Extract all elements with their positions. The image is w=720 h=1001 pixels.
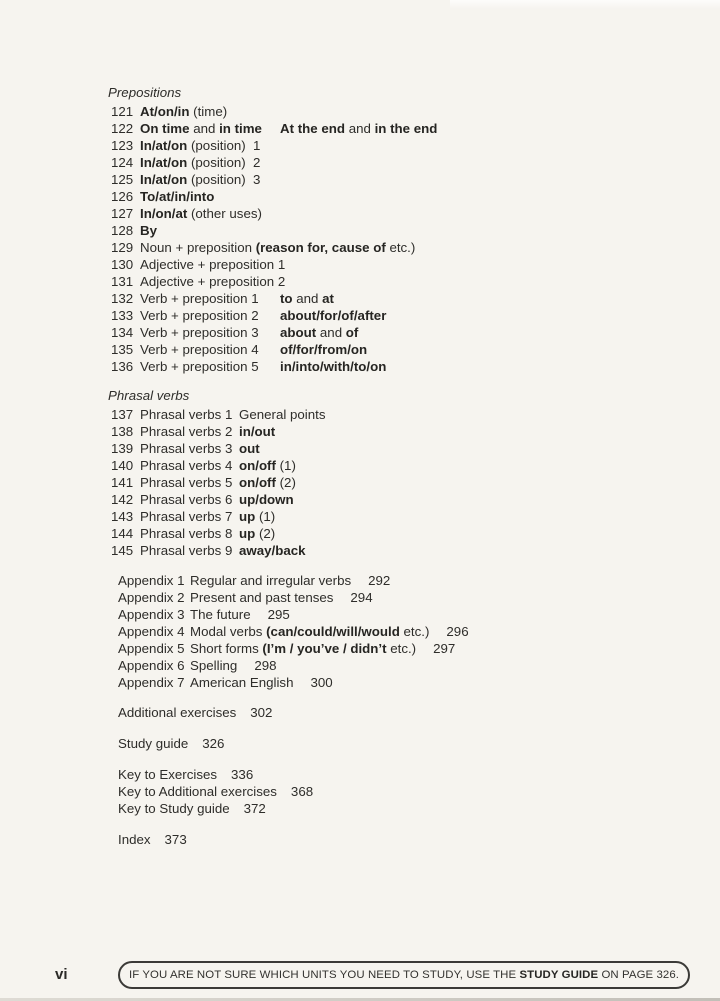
appendix-row [118, 657, 668, 674]
unit-number: 130 [111, 257, 134, 272]
text-segment: (1) [255, 509, 276, 524]
text-segment: Verb + preposition 2 [140, 308, 259, 323]
toc-unit-row [108, 457, 668, 474]
text-segment: ON PAGE 326. [598, 969, 680, 981]
unit-subtitle [280, 341, 367, 358]
unit-number: 128 [111, 223, 134, 238]
unit-title [140, 273, 285, 290]
text-segment: Phrasal verbs 4 [140, 458, 233, 473]
unit-number: 134 [111, 325, 134, 340]
unit-title [140, 457, 239, 474]
appendix-page-number: 300 [310, 675, 333, 690]
unit-number: 136 [111, 359, 134, 374]
unit-number: 143 [111, 509, 134, 524]
appendix-label: Appendix 7 [118, 675, 185, 690]
unit-title [140, 406, 239, 423]
back-matter-group [108, 766, 668, 817]
page-number: vi [55, 966, 68, 983]
bold-text-segment: in time [219, 121, 262, 136]
back-matter-page-number: 302 [250, 705, 273, 720]
appendix-row [118, 572, 668, 589]
text-segment: and [189, 121, 220, 136]
unit-title [140, 290, 280, 307]
text-segment: Regular and irregular verbs [190, 573, 352, 588]
scan-top-edge [450, 0, 720, 9]
bold-text-segment: up [239, 509, 256, 524]
bold-text-segment: (reason for, cause of [255, 240, 386, 255]
toc-unit-row [108, 273, 668, 290]
toc-unit-row [108, 137, 668, 154]
toc-unit-row [108, 491, 668, 508]
appendix-title [190, 589, 333, 606]
appendix-title [190, 674, 293, 691]
toc-unit-row [108, 423, 668, 440]
appendix-title [190, 640, 416, 657]
bold-text-segment: of/for/from/on [280, 342, 368, 357]
toc-unit-row [108, 508, 668, 525]
table-of-contents [108, 84, 668, 848]
text-segment: Verb + preposition 5 [140, 359, 259, 374]
unit-number: 138 [111, 424, 134, 439]
back-matter-row [118, 783, 668, 800]
back-matter-title: Study guide [118, 736, 189, 751]
toc-unit-row [108, 542, 668, 559]
toc-section-prepositions [108, 84, 668, 375]
toc-unit-row [108, 290, 668, 307]
unit-number: 126 [111, 189, 134, 204]
text-segment: IF YOU ARE NOT SURE WHICH UNITS YOU NEED TO STUDY, USE THE [128, 969, 520, 981]
toc-unit-row [108, 256, 668, 273]
back-matter-row [118, 800, 668, 817]
bold-text-segment: In/on/at [140, 206, 188, 221]
text-segment: (position) 3 [187, 172, 261, 187]
unit-subtitle [280, 307, 386, 324]
text-segment: (other uses) [187, 206, 262, 221]
unit-title [140, 474, 239, 491]
bold-text-segment: about/for/of/after [280, 308, 387, 323]
unit-title [140, 171, 280, 188]
back-matter-page-number: 368 [290, 784, 314, 799]
toc-unit-row [108, 222, 668, 239]
appendix-page-number: 292 [368, 573, 391, 588]
appendix-label: Appendix 6 [118, 658, 185, 673]
appendix-row [118, 606, 668, 623]
back-matter-title: Key to Additional exercises [118, 784, 277, 799]
toc-unit-row [108, 406, 668, 423]
unit-title [140, 341, 280, 358]
unit-title [140, 358, 280, 375]
bold-text-segment: In/at/on [140, 155, 188, 170]
text-segment: Present and past tenses [190, 590, 334, 605]
back-matter-title: Index [118, 832, 151, 847]
back-matter-group [108, 831, 668, 848]
text-segment: Verb + preposition 4 [140, 342, 259, 357]
toc-unit-row [108, 171, 668, 188]
unit-title [140, 188, 280, 205]
bold-text-segment: (can/could/will/would [266, 624, 400, 639]
appendix-row [118, 623, 668, 640]
unit-title [140, 542, 239, 559]
bold-text-segment: By [140, 223, 157, 238]
back-matter-page-number: 326 [202, 736, 225, 751]
appendix-label: Appendix 1 [118, 573, 185, 588]
text-segment: Phrasal verbs 1 [140, 407, 233, 422]
text-segment: etc.) [399, 624, 430, 639]
text-segment: The future [190, 607, 251, 622]
bold-text-segment: At the end [280, 121, 346, 136]
unit-number: 137 [111, 407, 134, 422]
unit-title [140, 256, 285, 273]
appendix-label: Appendix 5 [118, 641, 185, 656]
unit-number: 132 [111, 291, 134, 306]
bold-text-segment: In/at/on [140, 138, 188, 153]
toc-unit-row [108, 103, 668, 120]
unit-number: 133 [111, 308, 134, 323]
bold-text-segment: up/down [239, 492, 294, 507]
text-segment: Spelling [190, 658, 238, 673]
appendix-page-number: 295 [267, 607, 290, 622]
appendix-page-number: 297 [433, 641, 456, 656]
back-matter-title: Key to Study guide [118, 801, 230, 816]
unit-title [140, 324, 280, 341]
unit-number: 125 [111, 172, 134, 187]
toc-unit-row [108, 440, 668, 457]
toc-unit-row [108, 307, 668, 324]
unit-title [140, 137, 280, 154]
unit-number: 144 [111, 526, 134, 541]
text-segment: Modal verbs [190, 624, 267, 639]
toc-unit-row [108, 154, 668, 171]
toc-unit-row [108, 205, 668, 222]
text-segment: (2) [255, 526, 276, 541]
back-matter-row [118, 735, 668, 752]
back-matter-row [118, 766, 668, 783]
unit-number: 131 [111, 274, 134, 289]
bold-text-segment: To/at/in/into [140, 189, 215, 204]
text-segment: Adjective + preposition 1 [140, 257, 286, 272]
toc-unit-row [108, 341, 668, 358]
text-segment: (position) 1 [187, 138, 261, 153]
back-matter-page-number: 373 [164, 832, 187, 847]
appendix-title [190, 623, 429, 640]
unit-subtitle [280, 324, 358, 341]
bold-text-segment: to [280, 291, 293, 306]
text-segment: Phrasal verbs 3 [140, 441, 233, 456]
unit-title [140, 222, 280, 239]
back-matter-page-number: 336 [231, 767, 254, 782]
text-segment: Short forms [190, 641, 263, 656]
appendices-block [108, 572, 668, 691]
bold-text-segment: On time [140, 121, 190, 136]
unit-subtitle [280, 120, 437, 137]
text-segment: (2) [275, 475, 296, 490]
study-guide-note-box [118, 961, 690, 989]
bold-text-segment: (I’m / you’ve / didn’t [262, 641, 387, 656]
unit-title [140, 103, 280, 120]
unit-number: 123 [111, 138, 134, 153]
unit-subtitle [280, 290, 334, 307]
unit-title [140, 508, 239, 525]
bold-text-segment: out [239, 441, 260, 456]
toc-section-phrasal-verbs [108, 387, 668, 559]
unit-number: 135 [111, 342, 134, 357]
back-matter-title: Key to Exercises [118, 767, 218, 782]
unit-number: 122 [111, 121, 134, 136]
bold-text-segment: At/on/in [140, 104, 190, 119]
appendix-page-number: 296 [446, 624, 469, 639]
bold-text-segment: away/back [239, 543, 306, 558]
section-heading: Phrasal verbs [108, 388, 190, 403]
back-matter-group [108, 704, 668, 721]
bold-text-segment: at [322, 291, 334, 306]
back-matter-row [118, 704, 668, 721]
back-matter-group [108, 735, 668, 752]
appendix-page-number: 294 [350, 590, 373, 605]
unit-subtitle [239, 525, 275, 542]
toc-unit-row [108, 358, 668, 375]
unit-subtitle [239, 474, 296, 491]
unit-subtitle [239, 406, 325, 423]
unit-sections [108, 84, 668, 559]
unit-subtitle [239, 423, 275, 440]
unit-title [140, 491, 239, 508]
unit-title [140, 307, 280, 324]
appendix-title [190, 657, 237, 674]
text-segment: Phrasal verbs 5 [140, 475, 233, 490]
toc-unit-row [108, 324, 668, 341]
unit-number: 145 [111, 543, 134, 558]
unit-number: 142 [111, 492, 134, 507]
unit-subtitle [239, 491, 294, 508]
unit-subtitle [239, 440, 260, 457]
bold-text-segment: about [280, 325, 317, 340]
text-segment: etc.) [386, 641, 417, 656]
back-matter-title: Additional exercises [118, 705, 237, 720]
unit-number: 129 [111, 240, 134, 255]
text-segment: Phrasal verbs 9 [140, 543, 233, 558]
bold-text-segment: of [345, 325, 359, 340]
bold-text-segment: on/off [239, 458, 276, 473]
appendix-title [190, 606, 251, 623]
appendix-label: Appendix 4 [118, 624, 185, 639]
back-matter-row [118, 831, 668, 848]
appendix-page-number: 298 [254, 658, 277, 673]
unit-title [140, 154, 280, 171]
unit-number: 140 [111, 458, 134, 473]
toc-unit-row [108, 239, 668, 256]
appendix-row [118, 674, 668, 691]
appendix-row [118, 589, 668, 606]
unit-number: 141 [111, 475, 134, 490]
section-heading: Prepositions [108, 85, 182, 100]
text-segment: General points [239, 407, 326, 422]
text-segment: Adjective + preposition 2 [140, 274, 286, 289]
study-guide-note-text [129, 969, 679, 981]
text-segment: (1) [275, 458, 296, 473]
appendix-label: Appendix 3 [118, 607, 185, 622]
appendix-title [190, 572, 351, 589]
bold-text-segment: in/into/with/to/on [280, 359, 387, 374]
unit-number: 121 [111, 104, 134, 119]
appendix-row [118, 640, 668, 657]
text-segment: Noun + preposition [140, 240, 256, 255]
unit-title [140, 205, 280, 222]
bold-text-segment: in the end [374, 121, 438, 136]
unit-subtitle [239, 542, 306, 559]
unit-title [140, 423, 239, 440]
unit-number: 139 [111, 441, 134, 456]
unit-title [140, 440, 239, 457]
unit-subtitle [239, 457, 296, 474]
back-matter-block [108, 704, 668, 848]
unit-subtitle [239, 508, 275, 525]
toc-unit-row [108, 474, 668, 491]
text-segment: and [292, 291, 323, 306]
text-segment: Phrasal verbs 6 [140, 492, 233, 507]
text-segment: Verb + preposition 1 [140, 291, 259, 306]
text-segment: and [316, 325, 346, 340]
text-segment: Verb + preposition 3 [140, 325, 259, 340]
toc-unit-row [108, 525, 668, 542]
text-segment: Phrasal verbs 8 [140, 526, 233, 541]
unit-title [140, 525, 239, 542]
back-matter-page-number: 372 [243, 801, 266, 816]
bold-text-segment: on/off [239, 475, 276, 490]
unit-number: 127 [111, 206, 134, 221]
bold-text-segment: up [239, 526, 256, 541]
unit-title [140, 120, 280, 137]
unit-subtitle [280, 358, 386, 375]
text-segment: (position) 2 [187, 155, 261, 170]
text-segment: American English [190, 675, 294, 690]
unit-number: 124 [111, 155, 134, 170]
text-segment: and [345, 121, 375, 136]
text-segment: Phrasal verbs 2 [140, 424, 233, 439]
bold-text-segment: In/at/on [140, 172, 188, 187]
text-segment: Phrasal verbs 7 [140, 509, 233, 524]
appendix-label: Appendix 2 [118, 590, 185, 605]
text-segment: etc.) [385, 240, 416, 255]
bold-text-segment: STUDY GUIDE [519, 969, 599, 981]
toc-unit-row [108, 188, 668, 205]
unit-title [140, 239, 415, 256]
toc-unit-row [108, 120, 668, 137]
bold-text-segment: in/out [239, 424, 276, 439]
text-segment: (time) [189, 104, 228, 119]
